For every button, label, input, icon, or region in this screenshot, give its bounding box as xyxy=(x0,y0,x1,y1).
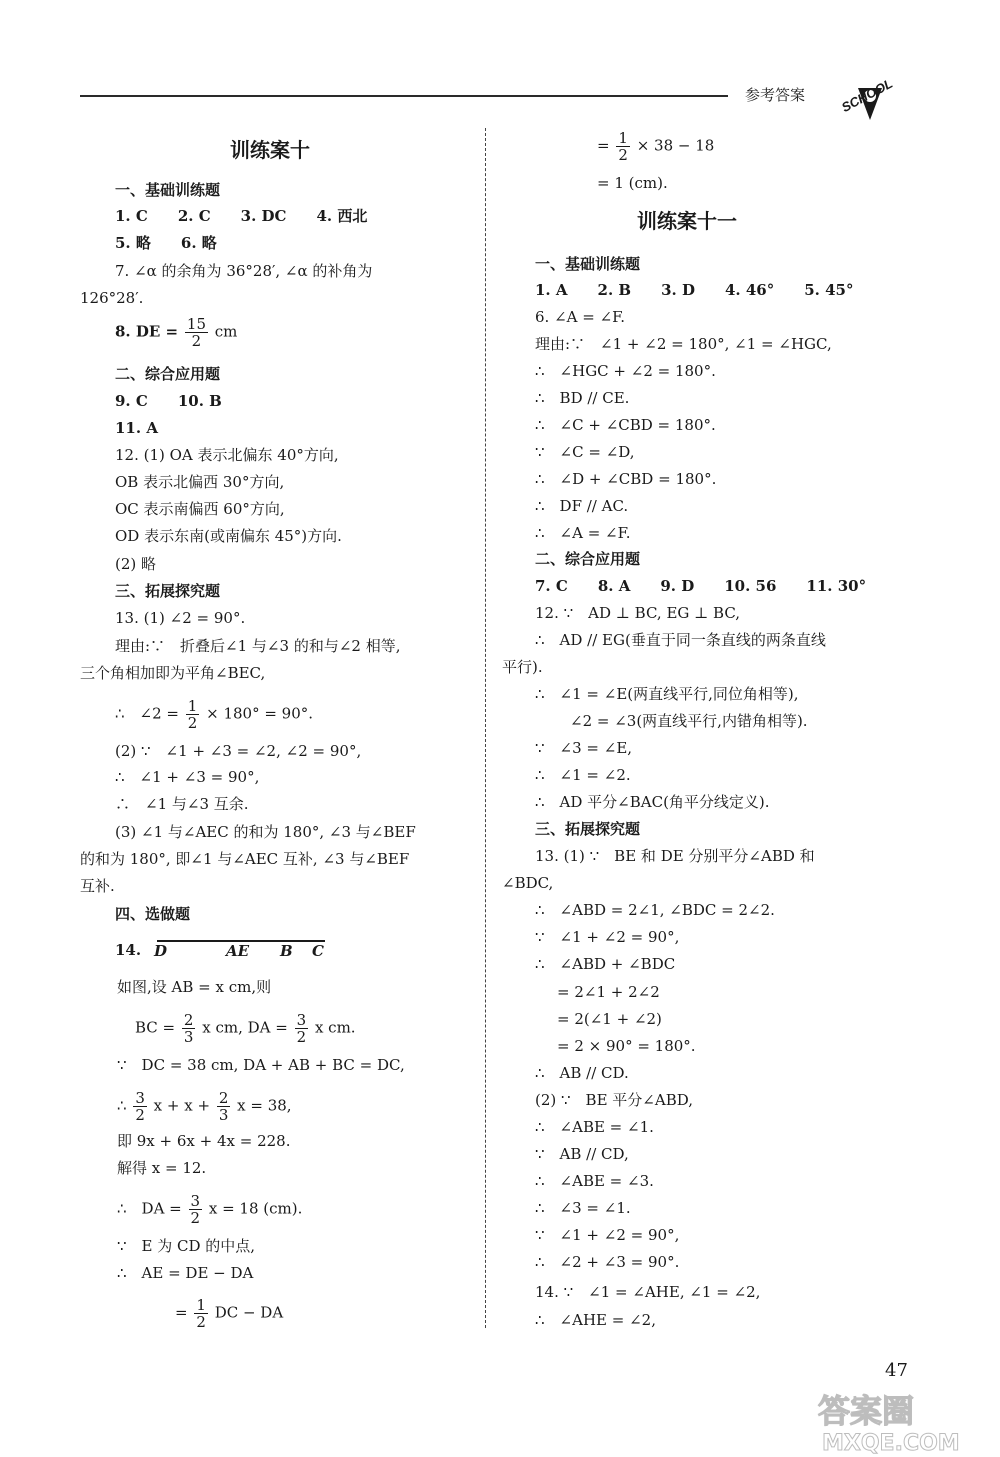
answer-line: 5. 略 6. 略 xyxy=(115,234,217,252)
answer-line: ∴ ∠C + ∠CBD = 180°. xyxy=(535,416,716,434)
answer-line: 平行). xyxy=(502,658,543,676)
answer-line-fraction xyxy=(135,1012,356,1045)
answer-line: 14. ∵ ∠1 = ∠AHE, ∠1 = ∠2, xyxy=(535,1283,761,1301)
fraction xyxy=(186,698,200,731)
school-logo xyxy=(830,62,908,124)
fraction xyxy=(185,316,208,349)
answer-line: 12. (1) OA 表示北偏东 40°方向, xyxy=(115,446,339,464)
section-heading: 四、选做题 xyxy=(115,905,191,923)
answer-line: ∠2 = ∠3(两直线平行,内错角相等). xyxy=(570,712,808,730)
answer-line: ∴ ∠HGC + ∠2 = 180°. xyxy=(535,362,716,380)
header-label: 参考答案 xyxy=(745,86,806,104)
answer-line: 126°28′. xyxy=(80,289,144,307)
denominator: 2 xyxy=(135,1106,145,1124)
numerator: 1 xyxy=(618,129,628,147)
answer-line: ∴ ∠1 = ∠2. xyxy=(535,766,631,784)
fraction xyxy=(133,1090,147,1123)
text: cm xyxy=(214,322,238,341)
fraction xyxy=(182,1012,196,1045)
answer-line-fraction xyxy=(117,1193,302,1226)
column-divider xyxy=(485,128,486,1328)
answer-line: = 2(∠1 + ∠2) xyxy=(557,1010,662,1028)
denominator: 2 xyxy=(196,1313,206,1331)
answer-line: 1. A 2. B 3. D 4. 46° 5. 45° xyxy=(535,281,854,299)
numerator: 1 xyxy=(196,1296,206,1314)
answer-line: ∴ AD // EG(垂直于同一条直线的两条直线 xyxy=(535,631,826,649)
segment-point-label: D xyxy=(154,942,168,960)
answer-line: ∴ ∠D + ∠CBD = 180°. xyxy=(535,470,717,488)
fraction xyxy=(616,130,630,163)
text: × 180° = 90°. xyxy=(206,704,314,723)
answer-line: 理由:∵ ∠1 + ∠2 = 180°, ∠1 = ∠HGC, xyxy=(535,335,832,353)
answer-line: 9. C 10. B xyxy=(115,392,222,410)
fraction xyxy=(295,1012,309,1045)
answer-line: ∵ DC = 38 cm, DA + AB + BC = DC, xyxy=(117,1056,405,1074)
denominator: 2 xyxy=(618,146,628,164)
answer-line: 6. ∠A = ∠F. xyxy=(535,308,625,326)
section-heading: 三、拓展探究题 xyxy=(115,582,221,600)
denominator: 2 xyxy=(187,714,198,732)
answer-line: ∴ ∠2 + ∠3 = 90°. xyxy=(535,1253,680,1271)
answer-line: ∵ ∠C = ∠D, xyxy=(535,443,635,461)
answer-line: 11. A xyxy=(115,419,158,437)
answer-line: 7. ∠α 的余角为 36°28′, ∠α 的补角为 xyxy=(115,262,373,280)
watermark-line2: MXQE.COM xyxy=(822,1431,960,1454)
numerator: 3 xyxy=(190,1192,201,1210)
answer-line: ∴ ∠1 + ∠3 = 90°, xyxy=(115,768,260,786)
right-title: 训练案十一 xyxy=(637,209,737,233)
text: x cm, DA = xyxy=(202,1018,288,1037)
answer-line: = 1 (cm). xyxy=(597,174,668,192)
section-heading: 二、综合应用题 xyxy=(535,550,641,568)
answer-line: 三个角相加即为平角∠BEC, xyxy=(80,664,266,682)
answer-line: 解得 x = 12. xyxy=(117,1159,207,1177)
answer-line: = 2 × 90° = 180°. xyxy=(557,1037,696,1055)
segment-point-label: AE xyxy=(226,942,250,960)
answer-line: 理由:∵ 折叠后∠1 与∠3 的和与∠2 相等, xyxy=(115,637,401,655)
denominator: 3 xyxy=(218,1106,229,1124)
fraction xyxy=(194,1297,208,1330)
answer-line-fraction xyxy=(597,130,714,163)
text: x = 38, xyxy=(237,1096,292,1115)
text: ∴ ∠2 = xyxy=(115,704,179,723)
numerator: 1 xyxy=(187,697,198,715)
page-number: 47 xyxy=(885,1360,908,1381)
answer-line: ∴ ∠ABD + ∠BDC xyxy=(535,955,676,973)
answer-line: 的和为 180°, 即∠1 与∠AEC 互补, ∠3 与∠BEF xyxy=(80,850,410,868)
text: = xyxy=(175,1303,188,1322)
answer-line: 13. (1) ∵ BE 和 DE 分别平分∠ABD 和 xyxy=(535,847,815,865)
denominator: 2 xyxy=(191,332,202,350)
answer-line: ∵ ∠3 = ∠E, xyxy=(535,739,633,757)
text: = xyxy=(597,136,610,155)
answer-line: ∴ BD // CE. xyxy=(535,389,630,407)
answer-line: ∵ E 为 CD 的中点, xyxy=(117,1237,256,1255)
answer-line: ∴ ∠1 = ∠E(两直线平行,同位角相等), xyxy=(535,685,799,703)
answer-line: 互补. xyxy=(80,877,115,895)
answer-line-fraction xyxy=(175,1297,283,1330)
answer-line-fraction xyxy=(117,1090,292,1123)
answer-line: (2) 略 xyxy=(115,555,157,573)
header-rule xyxy=(80,95,728,97)
answer-line: ∵ AB // CD, xyxy=(535,1145,629,1163)
text: ∴ xyxy=(117,1096,127,1115)
answer-line: (3) ∠1 与∠AEC 的和为 180°, ∠3 与∠BEF xyxy=(115,823,416,841)
answer-line: ∠BDC, xyxy=(502,874,554,892)
answer-line: 即 9x + 6x + 4x = 228. xyxy=(117,1132,291,1150)
answer-line: ∴ AD 平分∠BAC(角平分线定义). xyxy=(535,793,770,811)
answer-line: 1. C 2. C 3. DC 4. 西北 xyxy=(115,207,368,225)
answer-line: OD 表示东南(或南偏东 45°)方向. xyxy=(115,527,342,545)
answer-line: ∵ ∠1 + ∠2 = 90°, xyxy=(535,1226,680,1244)
answer-line: ∵ ∠1 + ∠2 = 90°, xyxy=(535,928,680,946)
numerator: 15 xyxy=(186,315,206,333)
section-heading: 一、基础训练题 xyxy=(115,181,221,199)
text: DC − DA xyxy=(214,1303,284,1322)
answer-line: ∴ ∠A = ∠F. xyxy=(535,524,631,542)
answer-line: ∴ ∠ABE = ∠1. xyxy=(535,1118,654,1136)
answer-line-fraction xyxy=(115,698,313,731)
segment-point-label: B xyxy=(280,942,293,960)
watermark-logo xyxy=(812,1388,997,1454)
section-heading: 三、拓展探究题 xyxy=(535,820,641,838)
answer-line: ∴ ∠ABD = 2∠1, ∠BDC = 2∠2. xyxy=(535,901,775,919)
answer-line: OC 表示南偏西 60°方向, xyxy=(115,500,285,518)
text: ∴ DA = xyxy=(117,1199,182,1218)
text: x = 18 (cm). xyxy=(208,1199,303,1218)
numerator: 2 xyxy=(183,1011,194,1029)
denominator: 2 xyxy=(190,1209,201,1227)
text: BC = xyxy=(135,1018,176,1037)
denominator: 3 xyxy=(183,1028,194,1046)
text: × 38 − 18 xyxy=(636,136,715,155)
answer-line: ∴ DF // AC. xyxy=(535,497,629,515)
answer-line: 12. ∵ AD ⊥ BC, EG ⊥ BC, xyxy=(535,604,741,622)
section-heading: 一、基础训练题 xyxy=(535,255,641,273)
section-heading: 二、综合应用题 xyxy=(115,365,221,383)
watermark-line1: 答案圈 xyxy=(818,1392,915,1430)
answer-line: 14. xyxy=(115,941,142,959)
school-logo-text: SCHOOL xyxy=(838,75,896,115)
answer-line: (2) ∵ ∠1 + ∠3 = ∠2, ∠2 = 90°, xyxy=(115,742,362,760)
segment-point-label: C xyxy=(312,942,324,960)
answer-line: 7. C 8. A 9. D 10. 56 11. 30° xyxy=(535,577,867,595)
answer-line: ∴ ∠ABE = ∠3. xyxy=(535,1172,654,1190)
answer-line: ∴ AB // CD. xyxy=(535,1064,629,1082)
numerator: 2 xyxy=(218,1089,229,1107)
text: x cm. xyxy=(314,1018,356,1037)
answer-line: ∴ ∠1 与∠3 互余. xyxy=(115,795,249,813)
numerator: 3 xyxy=(296,1011,307,1029)
answer-line: 13. (1) ∠2 = 90°. xyxy=(115,609,246,627)
answer-line: = 2∠1 + 2∠2 xyxy=(557,983,660,1001)
text: x + x + xyxy=(153,1096,211,1115)
numerator: 3 xyxy=(135,1089,145,1107)
left-title: 训练案十 xyxy=(230,138,310,162)
answer-line-fraction xyxy=(115,316,237,349)
denominator: 2 xyxy=(296,1028,307,1046)
fraction xyxy=(217,1090,231,1123)
text: 8. DE = xyxy=(115,322,179,341)
answer-line: OB 表示北偏西 30°方向, xyxy=(115,473,285,491)
answer-line: (2) ∵ BE 平分∠ABD, xyxy=(535,1091,693,1109)
answer-line: ∴ ∠AHE = ∠2, xyxy=(535,1311,656,1329)
fraction xyxy=(189,1193,203,1226)
answer-line: ∴ AE = DE − DA xyxy=(117,1264,254,1282)
answer-line: 如图,设 AB = x cm,则 xyxy=(117,978,272,996)
answer-line: ∴ ∠3 = ∠1. xyxy=(535,1199,631,1217)
